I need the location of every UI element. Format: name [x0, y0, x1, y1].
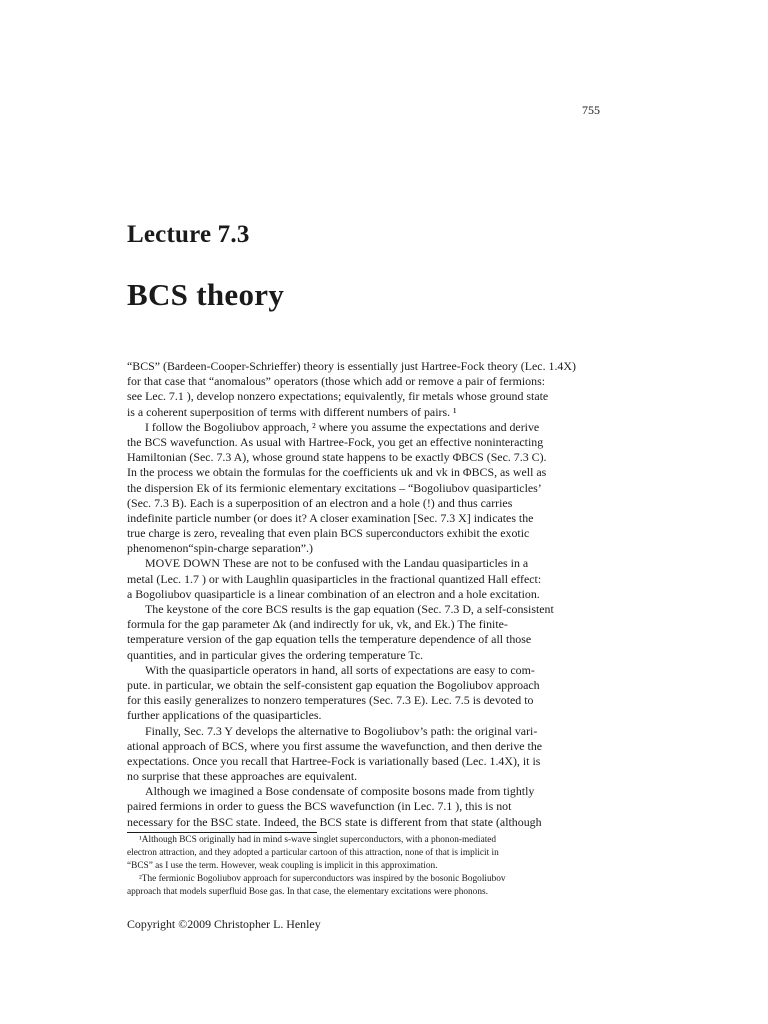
paragraph-line: further applications of the quasiparticles. [127, 708, 322, 723]
paragraph-line: pute. in particular, we obtain the self-consistent gap equation the Bogoliubov approach [127, 677, 540, 692]
paragraph [127, 663, 599, 724]
paragraph-line: phenomenon“spin-charge separation”.) [127, 541, 313, 556]
paragraph-line: a Bogoliubov quasiparticle is a linear combination of an electron and a hole excitation. [127, 586, 540, 601]
paragraph-line: MOVE DOWN These are not to be confused with the Landau quasiparticles in a [145, 556, 529, 571]
body-text [127, 359, 599, 830]
footnote-line: ¹Although BCS originally had in mind s-wave singlet superconductors, with a phonon-mediated [139, 835, 497, 845]
paragraph-line: I follow the Bogoliubov approach, ² where you assume the expectations and derive [145, 419, 540, 434]
paragraph-line: expectations. Once you recall that Hartree-Fock is variationally based (Lec. 1.4X), it is [127, 753, 541, 768]
footnote-line: “BCS” as I use the term. However, weak coupling is implicit in this approximation. [127, 861, 438, 871]
paragraph-line: necessary for the BSC state. Indeed, the BCS state is different from that state (although [127, 814, 542, 829]
footnote-line: approach that models superfluid Bose gas. In that case, the elementary excitations were phonons. [127, 887, 488, 897]
paragraph-line: With the quasiparticle operators in hand, all sorts of expectations are easy to com- [145, 662, 535, 677]
paragraph-line: Finally, Sec. 7.3 Y develops the alternative to Bogoliubov’s path: the original vari- [145, 723, 538, 738]
paragraph-line: In the process we obtain the formulas for the coefficients uk and vk in ΦBCS, as well as [127, 465, 547, 480]
paragraph-line: “BCS” (Bardeen-Cooper-Schrieffer) theory is essentially just Hartree-Fock theory (Lec. 1.4X) [127, 359, 576, 373]
footnotes [127, 834, 599, 899]
paragraph-line: the BCS wavefunction. As usual with Hartree-Fock, you get an effective noninteracting [127, 434, 544, 449]
paragraph-line: paired fermions in order to guess the BCS wavefunction (in Lec. 7.1 ), this is not [127, 799, 512, 814]
paragraph-line: see Lec. 7.1 ), develop nonzero expectations; equivalently, fir metals whose ground state [127, 389, 549, 404]
paragraph-line: the dispersion Ek of its fermionic elementary excitations – “Bogoliubov quasiparticles’ [127, 480, 542, 495]
paragraph-line: metal (Lec. 1.7 ) or with Laughlin quasiparticles in the fractional quantized Hall effect: [127, 571, 542, 586]
paragraph [127, 556, 599, 602]
paragraph-line: Hamiltonian (Sec. 7.3 A), whose ground state happens to be exactly ΦBCS (Sec. 7.3 C). [127, 450, 547, 465]
paragraph-line: The keystone of the core BCS results is the gap equation (Sec. 7.3 D, a self-consistent [145, 602, 554, 616]
paragraph-line: (Sec. 7.3 B). Each is a superposition of an electron and a hole (!) and thus carries [127, 495, 513, 510]
paragraph-line: quantities, and in particular gives the ordering temperature Tc. [127, 647, 424, 662]
paragraph [127, 602, 599, 663]
footnote [127, 873, 599, 899]
lecture-label: Lecture 7.3 [127, 221, 250, 248]
paragraph-line: for this easily generalizes to nonzero temperatures (Sec. 7.3 E). Lec. 7.5 is devoted to [127, 693, 534, 708]
paragraph-line: indefinite particle number (or does it? A closer examination [Sec. 7.3 X] indicates the [127, 510, 534, 525]
footnote-line: ²The fermionic Bogoliubov approach for superconductors was inspired by the bosonic Bogoliubov [139, 874, 506, 884]
copyright-notice: Copyright ©2009 Christopher L. Henley [127, 917, 321, 931]
paragraph-line: Although we imagined a Bose condensate of composite bosons made from tightly [145, 784, 535, 799]
paragraph [127, 784, 599, 830]
chapter-title: BCS theory [127, 277, 285, 312]
paragraph-line: true charge is zero, revealing that even plain BCS superconductors exhibit the exotic [127, 526, 530, 541]
page-number: 755 [582, 103, 600, 117]
paragraph-line: formula for the gap parameter Δk (and indirectly for uk, vk, and Ek.) The finite- [127, 617, 508, 632]
paragraph-line: ational approach of BCS, where you first assume the wavefunction, and then derive the [127, 738, 543, 753]
footnote-line: electron attraction, and they adopted a particular cartoon of this attraction, none of that is implicit in [127, 848, 499, 858]
paragraph [127, 420, 599, 557]
footnote [127, 834, 599, 873]
paragraph [127, 724, 599, 785]
paragraph-line: no surprise that these approaches are equivalent. [127, 769, 358, 784]
paragraph-line: is a coherent superposition of terms with different numbers of pairs. ¹ [127, 404, 457, 419]
paragraph-line: for that case that “anomalous” operators (those which add or remove a pair of fermions: [127, 374, 546, 389]
footnote-rule [127, 832, 317, 833]
paragraph-line: temperature version of the gap equation tells the temperature dependence of all those [127, 632, 532, 647]
paragraph [127, 359, 599, 420]
